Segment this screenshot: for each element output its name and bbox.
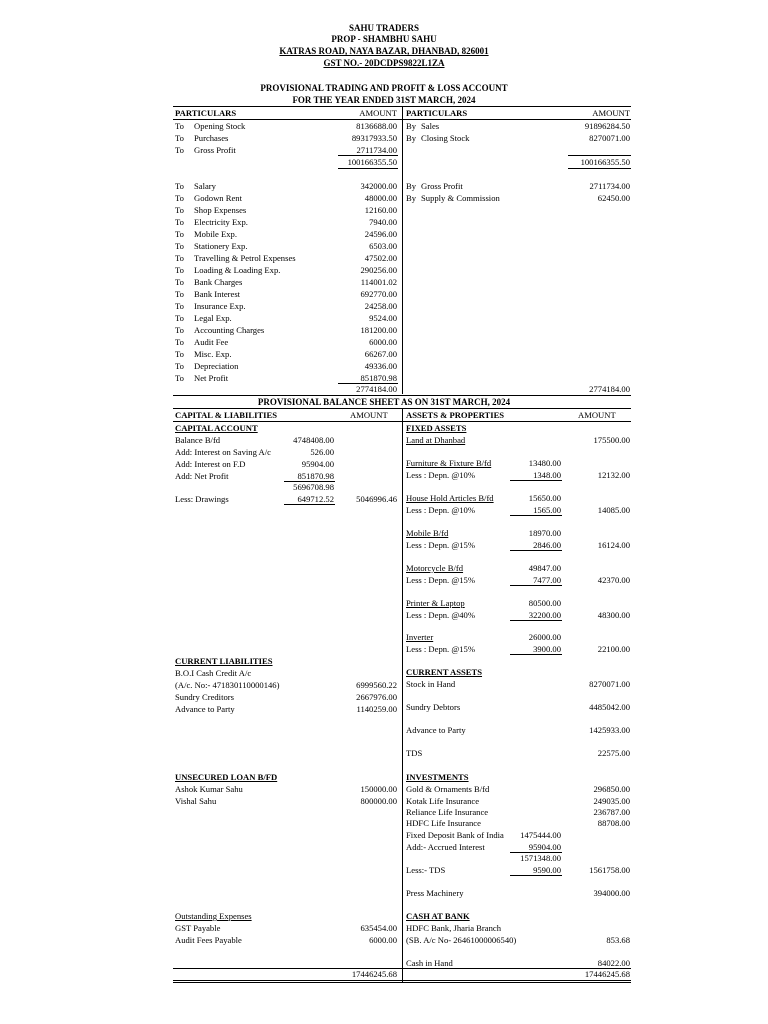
to-label: To — [175, 337, 184, 347]
bs-title: PROVISIONAL BALANCE SHEET AS ON 31ST MARCH, 2024 — [257, 397, 511, 407]
creditors-amount: 2667976.00 — [356, 692, 397, 702]
expense-label: Depreciation — [194, 361, 239, 371]
current-asset-label: TDS — [406, 748, 423, 758]
asset-value: 26000.00 — [528, 632, 561, 642]
boi-amount: 6999560.22 — [356, 680, 397, 690]
expense-label: Net Profit — [194, 373, 229, 383]
to-label: To — [175, 373, 184, 383]
to-label: To — [175, 325, 184, 335]
fd-value: 1475444.00 — [520, 830, 561, 840]
asset-value: 15650.00 — [528, 493, 561, 503]
capital-net-amount: 5046996.46 — [356, 494, 397, 504]
depn-rule — [510, 515, 562, 516]
trading-item-label: Closing Stock — [421, 133, 470, 143]
current-asset-label: Sundry Debtors — [406, 702, 461, 712]
bank-amount: 853.68 — [606, 935, 630, 945]
unsecured-loan-heading: UNSECURED LOAN B/FD — [175, 772, 278, 782]
current-asset-amount: 22575.00 — [597, 748, 630, 758]
trading-right-total: 100166355.50 — [580, 157, 630, 167]
fd-tds-label: Less:- TDS — [406, 865, 446, 875]
to-label: To — [175, 229, 184, 239]
current-asset-amount: 4485042.00 — [589, 702, 630, 712]
subtotal-rule — [284, 504, 335, 505]
total-rule — [568, 168, 631, 169]
capital-row-label: Add: Net Profit — [175, 471, 229, 481]
investment-label: Reliance Life Insurance — [406, 807, 489, 817]
expense-amount: 66267.00 — [364, 349, 397, 359]
bank-label: HDFC Bank, Jharia Branch — [406, 923, 501, 933]
fixed-assets-heading: FIXED ASSETS — [406, 423, 467, 433]
current-asset-label: Stock in Hand — [406, 679, 456, 689]
outstanding-heading: Outstanding Expenses — [175, 911, 252, 921]
trading-item-amount: 2711734.00 — [356, 145, 397, 155]
bs-title-top-rule — [173, 395, 631, 396]
capital-row-amount: 4748408.00 — [293, 435, 334, 445]
income-amount: 2711734.00 — [589, 181, 630, 191]
trading-item-amount: 8270071.00 — [589, 133, 630, 143]
trading-item-amount: 91896284.50 — [584, 121, 630, 131]
asset-depn-label: Less : Depn. @10% — [406, 470, 476, 480]
fd-rule — [510, 875, 562, 876]
expense-label: Legal Exp. — [194, 313, 232, 323]
capital-account-heading: CAPITAL ACCOUNT — [175, 423, 258, 433]
asset-depn: 7477.00 — [533, 575, 561, 585]
current-liabilities-heading: CURRENT LIABILITIES — [175, 656, 273, 666]
expense-amount: 342000.00 — [360, 181, 397, 191]
asset-net: 48300.00 — [597, 610, 630, 620]
investment-label: Kotak Life Insurance — [406, 796, 480, 806]
outstanding-amount: 6000.00 — [369, 935, 397, 945]
to-label: To — [175, 301, 184, 311]
capital-row-amount: 526.00 — [310, 447, 334, 457]
asset-depn-label: Less : Depn. @40% — [406, 610, 476, 620]
to-label: To — [175, 181, 184, 191]
depn-rule — [510, 620, 562, 621]
land-amount: 175500.00 — [593, 435, 630, 445]
pl-col-amount-left: AMOUNT — [359, 108, 397, 118]
firm-name: SAHU TRADERS — [348, 23, 420, 33]
assets-total: 17446245.68 — [584, 969, 630, 979]
expense-amount: 12160.00 — [364, 205, 397, 215]
press-machinery-amount: 394000.00 — [593, 888, 630, 898]
to-label: To — [175, 193, 184, 203]
capital-subtotal: 5696708.98 — [293, 482, 334, 492]
asset-name: Mobile B/fd — [406, 528, 449, 538]
expense-label: Salary — [194, 181, 216, 191]
asset-depn-label: Less : Depn. @15% — [406, 540, 476, 550]
expense-amount: 24596.00 — [364, 229, 397, 239]
boi-label: B.O.I Cash Credit A/c — [175, 668, 252, 678]
liabilities-total: 17446245.68 — [351, 969, 397, 979]
bs-col-assets: ASSETS & PROPERTIES — [406, 410, 505, 420]
pl-title: PROVISIONAL TRADING AND PROFIT & LOSS ACCOUNT — [260, 83, 508, 93]
expense-label: Bank Charges — [194, 277, 243, 287]
asset-net: 22100.00 — [597, 644, 630, 654]
depn-rule — [510, 654, 562, 655]
asset-depn-label: Less : Depn. @15% — [406, 644, 476, 654]
asset-value: 18970.00 — [528, 528, 561, 538]
pl-col-particulars-right: PARTICULARS — [406, 108, 468, 118]
income-label: Gross Profit — [421, 181, 463, 191]
to-label: To — [175, 349, 184, 359]
asset-depn: 2846.00 — [533, 540, 561, 550]
creditors-label: Sundry Creditors — [175, 692, 234, 702]
capital-row-label: Balance B/fd — [175, 435, 221, 445]
expense-label: Stationery Exp. — [194, 241, 248, 251]
investment-amount: 249035.00 — [593, 796, 630, 806]
fd-label: Fixed Deposit Bank of India — [406, 830, 504, 840]
outstanding-amount: 635454.00 — [360, 923, 397, 933]
total-rule — [568, 155, 631, 156]
investment-amount: 88708.00 — [597, 818, 630, 828]
expense-label: Bank Interest — [194, 289, 241, 299]
bs-col-liabilities: CAPITAL & LIABILITIES — [175, 410, 278, 420]
to-label: To — [175, 265, 184, 275]
bs-col-liabilities-amount: AMOUNT — [350, 410, 388, 420]
expense-amount: 7940.00 — [369, 217, 397, 227]
expense-amount: 49336.00 — [364, 361, 397, 371]
fd-subtotal: 1571348.00 — [520, 853, 561, 863]
asset-depn: 1348.00 — [533, 470, 561, 480]
to-label: To — [175, 277, 184, 287]
fd-interest-value: 95904.00 — [528, 842, 561, 852]
expense-amount: 24258.00 — [364, 301, 397, 311]
advance-label: Advance to Party — [175, 704, 235, 714]
current-asset-amount: 1425933.00 — [589, 725, 630, 735]
pl-col-amount-right: AMOUNT — [592, 108, 630, 118]
by-label: By — [406, 193, 417, 203]
asset-name: Inverter — [406, 632, 434, 642]
investment-amount: 296850.00 — [593, 784, 630, 794]
drawings-label: Less: Drawings — [175, 494, 229, 504]
expense-label: Accounting Charges — [194, 325, 265, 335]
total-rule — [338, 168, 398, 169]
cash-at-bank-heading: CASH AT BANK — [406, 911, 470, 921]
cash-amount: 84022.00 — [597, 958, 630, 968]
trading-item-label: Opening Stock — [194, 121, 246, 131]
expense-label: Audit Fee — [194, 337, 229, 347]
expense-amount: 851870.98 — [360, 373, 397, 383]
to-label: To — [175, 289, 184, 299]
bs-total-double-rule — [173, 982, 631, 983]
expense-amount: 6503.00 — [369, 241, 397, 251]
asset-name: House Hold Articles B/fd — [406, 493, 494, 503]
expense-label: Travelling & Petrol Expenses — [194, 253, 296, 263]
investment-label: Gold & Ornaments B/fd — [406, 784, 490, 794]
expense-label: Misc. Exp. — [194, 349, 232, 359]
cash-label: Cash in Hand — [406, 958, 453, 968]
pl-right-total: 2774184.00 — [589, 384, 630, 394]
by-label: By — [406, 133, 417, 143]
investments-heading: INVESTMENTS — [406, 772, 469, 782]
expense-amount: 47502.00 — [364, 253, 397, 263]
bank-account-number: (SB. A/c No- 26461000006540) — [406, 935, 517, 945]
to-label: To — [175, 205, 184, 215]
asset-net: 42370.00 — [597, 575, 630, 585]
trading-left-total: 100166355.50 — [347, 157, 397, 167]
current-asset-label: Advance to Party — [406, 725, 466, 735]
asset-depn-label: Less : Depn. @15% — [406, 575, 476, 585]
to-label: To — [175, 313, 184, 323]
asset-name: Printer & Laptop — [406, 598, 465, 608]
income-label: Supply & Commission — [421, 193, 500, 203]
asset-value: 49847.00 — [528, 563, 561, 573]
asset-depn: 32200.00 — [528, 610, 561, 620]
boi-account-number: (A/c. No:- 471830110000146) — [175, 680, 280, 690]
capital-row-amount: 851870.98 — [297, 471, 334, 481]
loan-amount: 150000.00 — [360, 784, 397, 794]
expense-label: Shop Expenses — [194, 205, 247, 215]
to-label: To — [175, 145, 184, 155]
expense-label: Insurance Exp. — [194, 301, 246, 311]
asset-depn: 3900.00 — [533, 644, 561, 654]
expense-amount: 114001.02 — [360, 277, 397, 287]
to-label: To — [175, 241, 184, 251]
current-assets-heading: CURRENT ASSETS — [406, 667, 483, 677]
to-label: To — [175, 361, 184, 371]
trading-item-label: Gross Profit — [194, 145, 236, 155]
asset-net: 14085.00 — [597, 505, 630, 515]
outstanding-label: GST Payable — [175, 923, 221, 933]
loan-label: Ashok Kumar Sahu — [175, 784, 243, 794]
outstanding-label: Audit Fees Payable — [175, 935, 242, 945]
expense-amount: 290256.00 — [360, 265, 397, 275]
pl-center-divider — [402, 106, 403, 394]
depn-rule — [510, 585, 562, 586]
expense-label: Mobile Exp. — [194, 229, 237, 239]
drawings-amount: 649712.52 — [297, 494, 334, 504]
asset-value: 80500.00 — [528, 598, 561, 608]
bs-total-bottom-rule — [173, 980, 631, 981]
asset-value: 13480.00 — [528, 458, 561, 468]
depn-rule — [510, 550, 562, 551]
expense-label: Godown Rent — [194, 193, 242, 203]
asset-name: Furniture & Fixture B/fd — [406, 458, 492, 468]
expense-amount: 6000.00 — [369, 337, 397, 347]
investment-label: HDFC Life Insurance — [406, 818, 481, 828]
fd-interest-label: Add:- Accrued Interest — [406, 842, 485, 852]
capital-row-label: Add: Interest on F.D — [175, 459, 246, 469]
asset-net: 16124.00 — [597, 540, 630, 550]
trading-item-label: Purchases — [194, 133, 229, 143]
loan-amount: 800000.00 — [360, 796, 397, 806]
total-rule — [338, 155, 398, 156]
by-label: By — [406, 181, 417, 191]
expense-amount: 48000.00 — [364, 193, 397, 203]
depn-rule — [510, 480, 562, 481]
asset-depn: 1565.00 — [533, 505, 561, 515]
pl-col-particulars-left: PARTICULARS — [175, 108, 237, 118]
asset-depn-label: Less : Depn. @10% — [406, 505, 476, 515]
gst-number: GST NO.- 20DCDPS9822L1ZA — [323, 58, 445, 68]
asset-net: 12132.00 — [597, 470, 630, 480]
income-amount: 62450.00 — [597, 193, 630, 203]
to-label: To — [175, 121, 184, 131]
loan-label: Vishal Sahu — [175, 796, 217, 806]
land-label: Land at Dhanbad — [406, 435, 466, 445]
firm-address: KATRAS ROAD, NAYA BAZAR, DHANBAD, 826001 — [279, 46, 489, 56]
by-label: By — [406, 121, 417, 131]
trading-item-label: Sales — [421, 121, 440, 131]
pl-period: FOR THE YEAR ENDED 31ST MARCH, 2024 — [292, 95, 476, 105]
to-label: To — [175, 217, 184, 227]
expense-amount: 692770.00 — [360, 289, 397, 299]
expense-label: Electricity Exp. — [194, 217, 248, 227]
proprietor: PROP - SHAMBHU SAHU — [331, 34, 437, 44]
current-asset-amount: 8270071.00 — [589, 679, 630, 689]
trading-item-amount: 8136688.00 — [356, 121, 397, 131]
trading-item-amount: 89317933.50 — [351, 133, 397, 143]
fd-net: 1561758.00 — [589, 865, 630, 875]
press-machinery-label: Press Machinery — [406, 888, 464, 898]
capital-row-label: Add: Interest on Saving A/c — [175, 447, 271, 457]
bs-center-divider — [402, 408, 403, 983]
investment-amount: 236787.00 — [593, 807, 630, 817]
fd-tds-value: 9590.00 — [533, 865, 561, 875]
advance-amount: 1140259.00 — [356, 704, 397, 714]
pl-left-total: 2774184.00 — [356, 384, 397, 394]
to-label: To — [175, 133, 184, 143]
expense-amount: 9524.00 — [369, 313, 397, 323]
to-label: To — [175, 253, 184, 263]
expense-label: Loading & Loading Exp. — [194, 265, 281, 275]
asset-name: Motorcycle B/fd — [406, 563, 464, 573]
capital-row-amount: 95904.00 — [301, 459, 334, 469]
bs-col-assets-amount: AMOUNT — [578, 410, 616, 420]
expense-amount: 181200.00 — [360, 325, 397, 335]
